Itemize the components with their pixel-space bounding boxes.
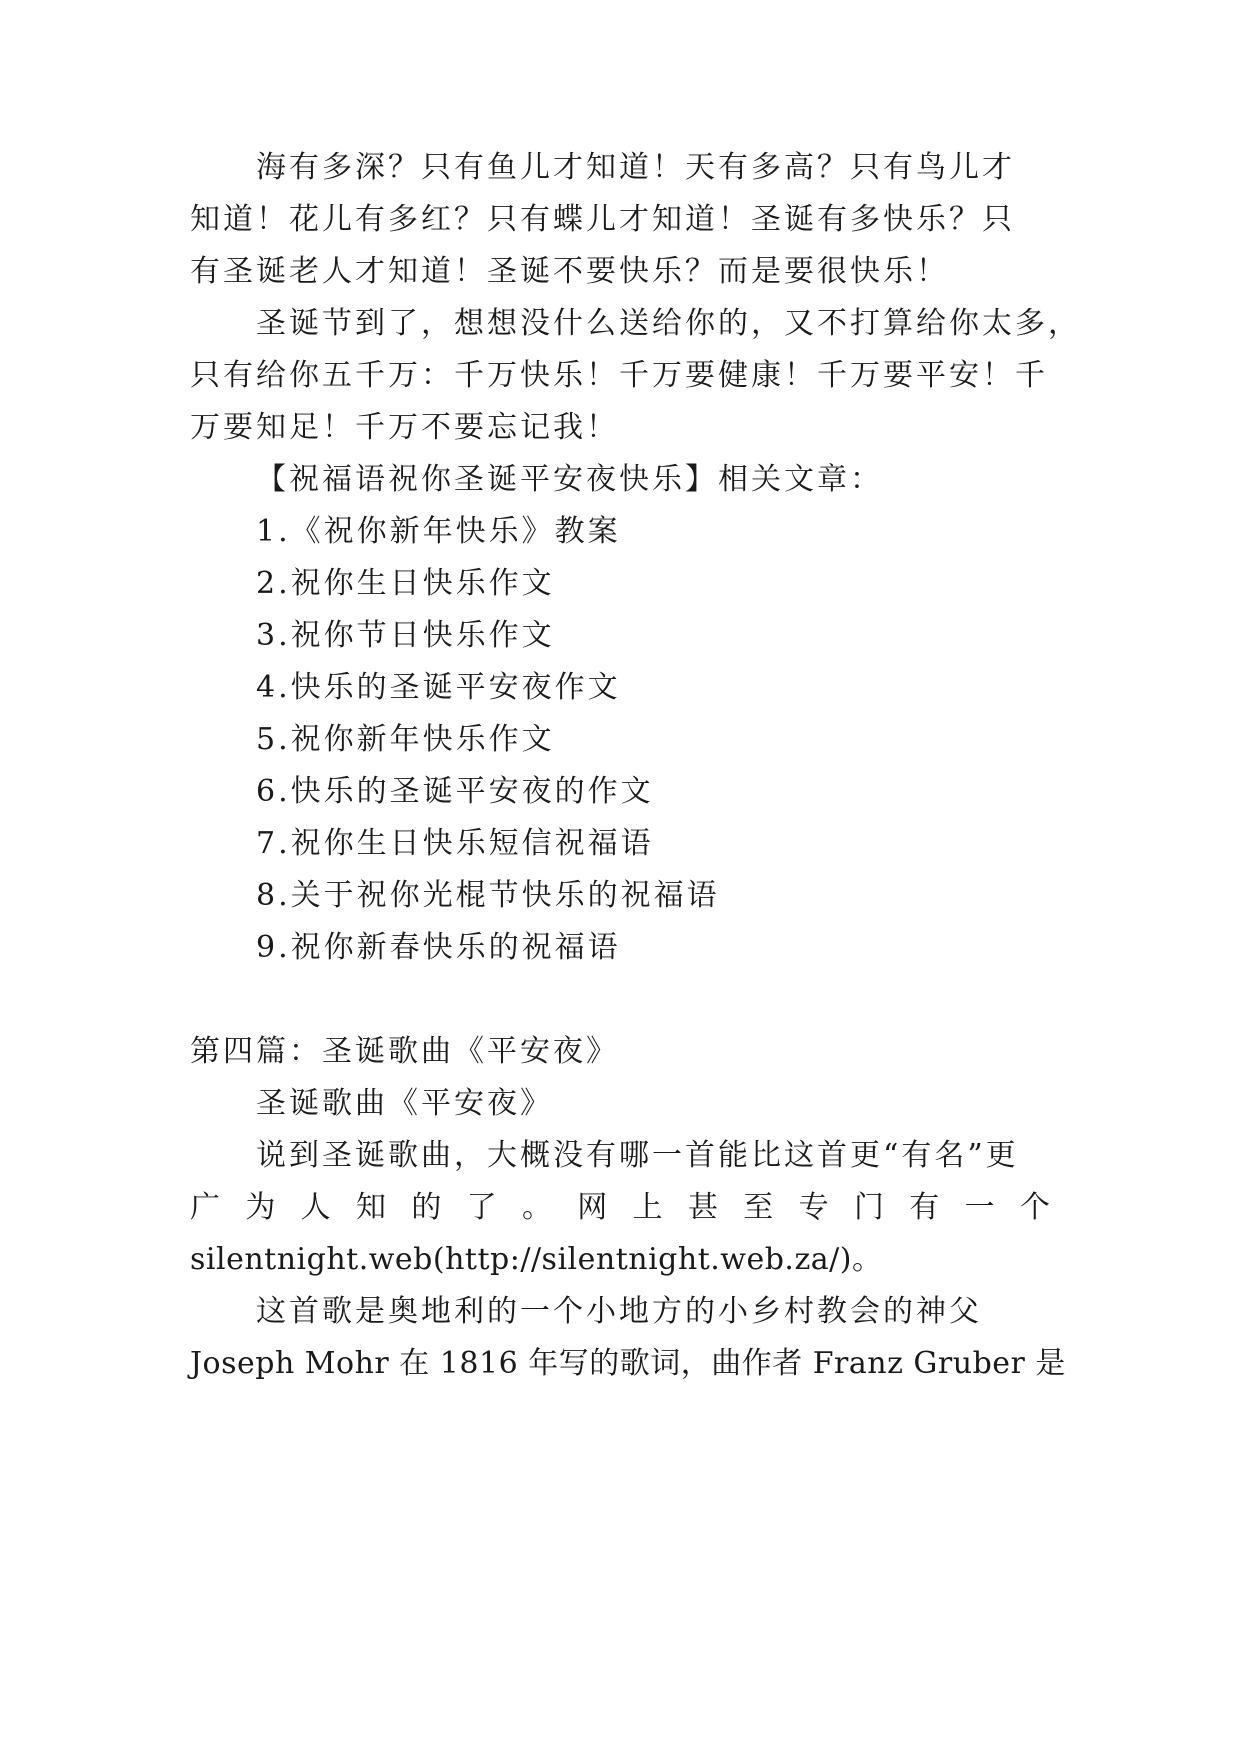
related-link[interactable]: 4.快乐的圣诞平安夜作文 <box>256 670 621 705</box>
paragraph-line: 万要知足！千万不要忘记我！ <box>190 410 619 445</box>
char: 上 <box>632 1190 663 1225</box>
paragraph-line: 海有多深？只有鱼儿才知道！天有多高？只有鸟儿才 <box>256 150 1015 185</box>
related-link[interactable]: 9.祝你新春快乐的祝福语 <box>256 930 621 965</box>
char: 网 <box>577 1190 608 1225</box>
char: 门 <box>853 1190 884 1225</box>
char: 个 <box>1019 1190 1050 1225</box>
related-link[interactable]: 6.快乐的圣诞平安夜的作文 <box>256 774 654 809</box>
related-link[interactable]: 2.祝你生日快乐作文 <box>256 566 555 601</box>
paragraph-line: Joseph Mohr 在 1816 年写的歌词，曲作者 Franz Gruber 是 <box>190 1346 1066 1381</box>
char: 甚 <box>687 1190 718 1225</box>
char: 的 <box>411 1190 442 1225</box>
char: 人 <box>300 1190 331 1225</box>
related-link[interactable]: 8.关于祝你光棍节快乐的祝福语 <box>256 878 720 913</box>
related-link[interactable]: 5.祝你新年快乐作文 <box>256 722 555 757</box>
related-link[interactable]: 7.祝你生日快乐短信祝福语 <box>256 826 654 861</box>
paragraph-line: 说到圣诞歌曲，大概没有哪一首能比这首更“有名”更 <box>256 1138 1019 1173</box>
related-heading: 【祝福语祝你圣诞平安夜快乐】相关文章： <box>256 462 883 497</box>
char: 知 <box>355 1190 386 1225</box>
char: 了 <box>466 1190 497 1225</box>
char: 一 <box>964 1190 995 1225</box>
paragraph-line: 圣诞节到了，想想没什么送给你的，又不打算给你太多， <box>256 306 1081 341</box>
char: 至 <box>743 1190 774 1225</box>
related-link[interactable]: 1.《祝你新年快乐》教案 <box>256 514 621 549</box>
section-title: 第四篇：圣诞歌曲《平安夜》 <box>190 1034 619 1069</box>
section-subtitle: 圣诞歌曲《平安夜》 <box>256 1086 553 1121</box>
char: 广 <box>190 1190 220 1225</box>
paragraph-line: 有圣诞老人才知道！圣诞不要快乐？而是要很快乐！ <box>190 254 949 289</box>
paragraph-line: 只有给你五千万：千万快乐！千万要健康！千万要平安！千 <box>190 358 1048 393</box>
related-link[interactable]: 3.祝你节日快乐作文 <box>256 618 555 653</box>
paragraph-line: 这首歌是奥地利的一个小地方的小乡村教会的神父 <box>256 1294 982 1329</box>
char: 有 <box>909 1190 940 1225</box>
justified-paragraph-line <box>190 1188 1050 1228</box>
char: 。 <box>521 1190 552 1225</box>
paragraph-line: 知道！花儿有多红？只有蝶儿才知道！圣诞有多快乐？只 <box>190 202 1015 237</box>
paragraph-line-url[interactable]: silentnight.web(http://silentnight.web.za/)。 <box>190 1242 883 1277</box>
char: 专 <box>798 1190 829 1225</box>
char: 为 <box>245 1190 276 1225</box>
